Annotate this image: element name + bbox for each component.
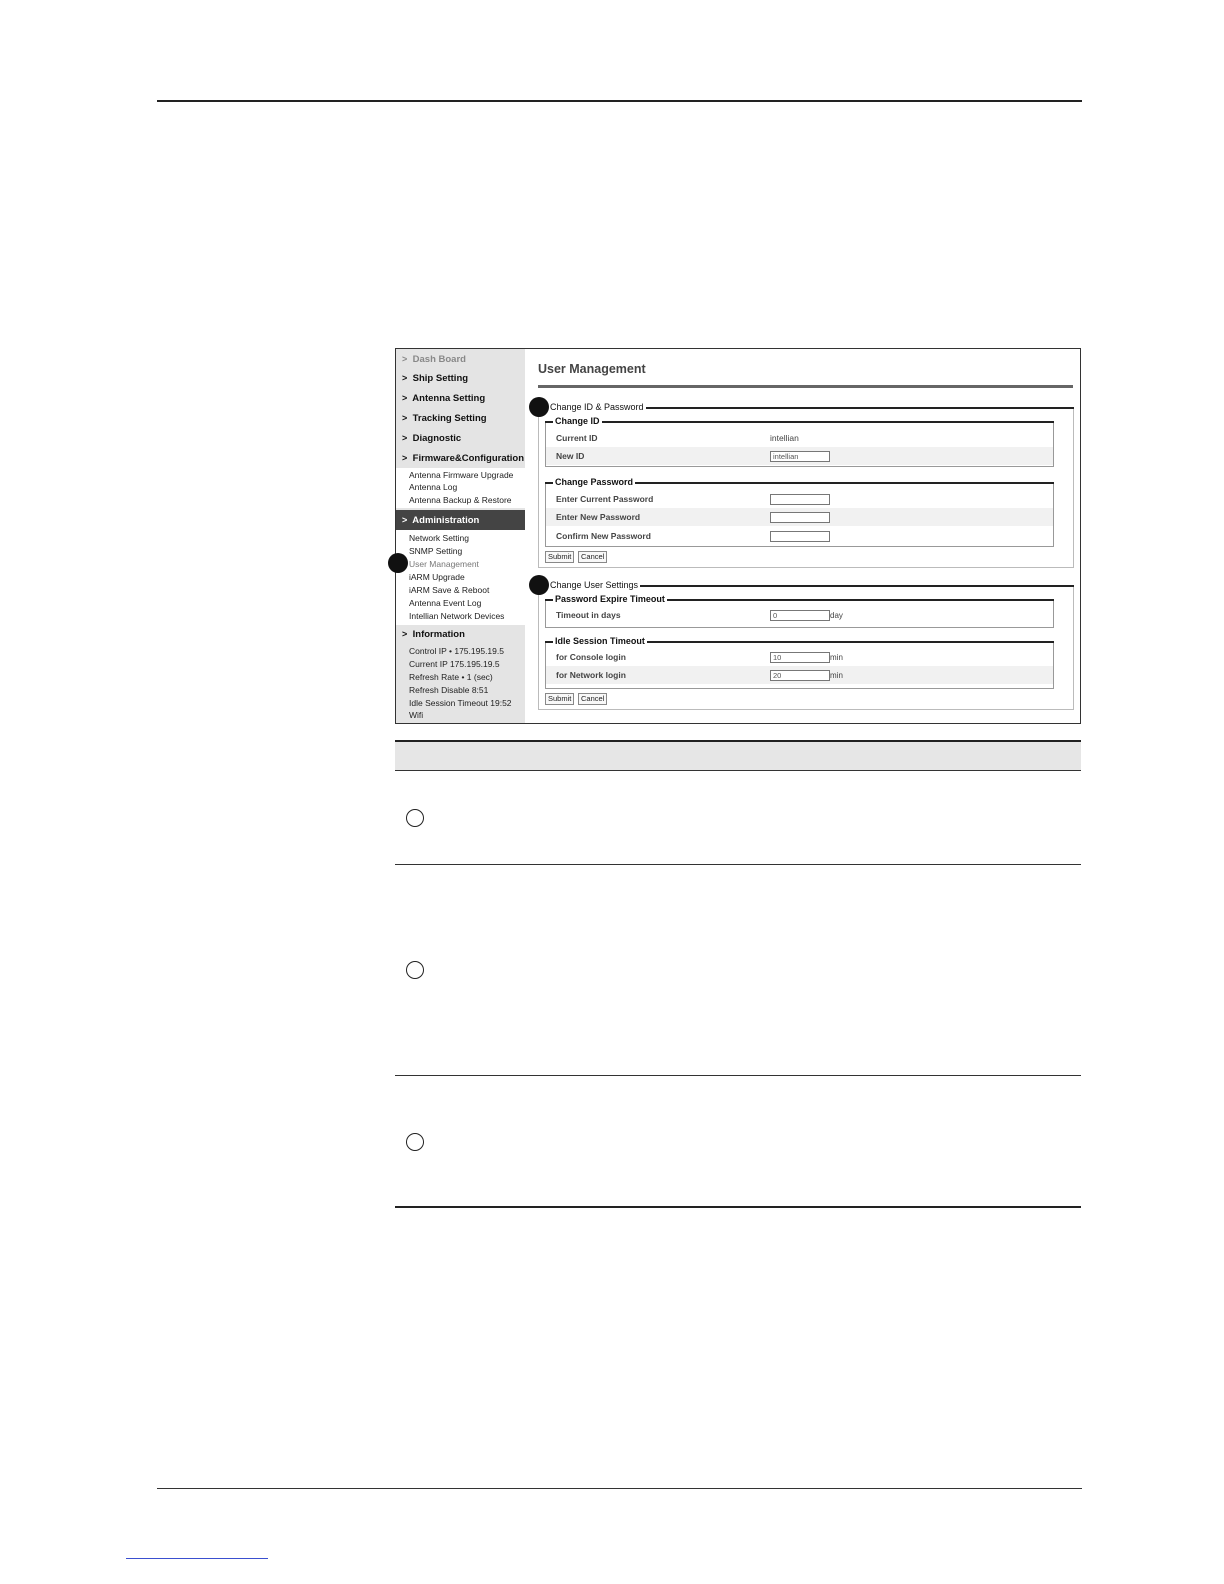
new-password-input[interactable] [770, 512, 830, 523]
table-row-divider [395, 1075, 1081, 1076]
confirm-password-label: Confirm New Password [556, 531, 651, 541]
change-id-top-rule [545, 421, 1054, 423]
cancel-button[interactable]: Cancel [578, 693, 607, 705]
sidebar-subitem-iarm-upgrade[interactable]: iARM Upgrade [409, 572, 465, 582]
new-id-label: New ID [556, 451, 585, 461]
submit-button[interactable]: Submit [545, 693, 574, 705]
idle-session-legend: Idle Session Timeout [555, 636, 645, 646]
table-bottom-rule [395, 1206, 1081, 1208]
change-password-fieldset [545, 483, 1054, 547]
info-current-ip: Current IP 175.195.19.5 [409, 659, 500, 669]
current-id-value: intellian [770, 433, 799, 443]
chevron-right-icon: > [402, 373, 408, 383]
chevron-right-icon: > [402, 413, 408, 423]
sidebar-subitem-antenna-log[interactable]: Antenna Log [409, 482, 458, 492]
main-content [526, 349, 1081, 724]
new-password-label: Enter New Password [556, 512, 641, 522]
sidebar-item-firmware-configuration[interactable]: > Firmware&Configuration [396, 448, 525, 468]
sidebar-subitem-network-setting[interactable]: Network Setting [409, 533, 469, 543]
sidebar-item-ship-setting[interactable]: > Ship Setting [396, 368, 525, 388]
sidebar-item-antenna-setting[interactable]: > Antenna Setting [396, 388, 525, 408]
description-table-header [395, 740, 1081, 771]
administration-submenu [396, 530, 525, 625]
web-ui-screenshot [395, 348, 1081, 724]
info-refresh-disable: Refresh Disable 8:51 [409, 685, 489, 695]
title-rule [538, 385, 1073, 388]
info-refresh-rate: Refresh Rate • 1 (sec) [409, 672, 493, 682]
item-number-circle [406, 961, 424, 979]
change-id-password-legend: Change ID & Password [550, 402, 644, 412]
page-title: User Management [538, 362, 646, 376]
timeout-days-row [546, 606, 1053, 624]
confirm-password-input[interactable] [770, 531, 830, 542]
network-login-label: for Network login [556, 670, 626, 680]
sidebar-item-diagnostic[interactable]: > Diagnostic [396, 428, 525, 448]
current-id-row [546, 429, 1053, 447]
chevron-right-icon: > [402, 433, 408, 443]
footer-link-underline [126, 1558, 268, 1559]
console-login-label: for Console login [556, 652, 626, 662]
current-password-input[interactable] [770, 494, 830, 505]
chevron-right-icon: > [402, 453, 408, 463]
table-row-divider [395, 864, 1081, 865]
password-expire-legend: Password Expire Timeout [555, 594, 665, 604]
item-number-circle [406, 809, 424, 827]
network-login-input[interactable]: 20 [770, 670, 830, 681]
cancel-button[interactable]: Cancel [578, 551, 607, 563]
sidebar-item-tracking-setting[interactable]: > Tracking Setting [396, 408, 525, 428]
new-id-input[interactable]: intellian [770, 451, 830, 462]
info-idle-session-timeout: Idle Session Timeout 19:52 [409, 698, 512, 708]
callout-marker [529, 397, 549, 417]
sidebar-subitem-antenna-event-log[interactable]: Antenna Event Log [409, 598, 482, 608]
info-control-ip: Control IP • 175.195.19.5 [409, 646, 504, 656]
new-password-row [546, 508, 1053, 526]
sidebar-subitem-intellian-network-devices[interactable]: Intellian Network Devices [409, 611, 505, 621]
chevron-right-icon: > [402, 629, 408, 639]
chevron-right-icon: > [402, 393, 408, 403]
network-login-unit: min [830, 671, 843, 680]
footer-rule [157, 1488, 1082, 1489]
timeout-days-label: Timeout in days [556, 610, 621, 620]
timeout-days-input[interactable]: 0 [770, 610, 830, 621]
console-login-row [546, 648, 1053, 666]
sidebar-item-information[interactable]: > Information [396, 624, 525, 644]
current-password-label: Enter Current Password [556, 494, 654, 504]
sidebar-subitem-user-management[interactable]: User Management [409, 559, 479, 569]
console-login-input[interactable]: 10 [770, 652, 830, 663]
callout-marker [388, 553, 408, 573]
sidebar-subitem-antenna-backup-restore[interactable]: Antenna Backup & Restore [409, 495, 512, 505]
chevron-right-icon: > [402, 354, 408, 364]
change-user-settings-legend: Change User Settings [550, 580, 639, 590]
idle-session-fieldset [545, 642, 1054, 689]
item-number-circle [406, 1133, 424, 1151]
confirm-password-row [546, 527, 1053, 545]
console-login-unit: min [830, 653, 843, 662]
current-password-row [546, 490, 1053, 508]
firmware-submenu [396, 468, 525, 508]
header-rule [157, 100, 1082, 102]
info-wifi: Wifi [409, 710, 424, 720]
change-id-legend: Change ID [555, 416, 600, 426]
submit-button[interactable]: Submit [545, 551, 574, 563]
new-id-row [546, 447, 1053, 465]
change-password-legend: Change Password [555, 477, 634, 487]
change-id-fieldset [545, 422, 1054, 467]
current-id-label: Current ID [556, 433, 598, 443]
chevron-right-icon: > [402, 515, 408, 525]
sidebar-subitem-iarm-save-reboot[interactable]: iARM Save & Reboot [409, 585, 490, 595]
sidebar-item-administration[interactable]: > Administration [396, 510, 525, 530]
callout-marker [529, 575, 549, 595]
sidebar-item-dash-board[interactable]: > Dash Board [396, 349, 525, 369]
network-login-row [546, 666, 1053, 684]
sidebar-subitem-snmp-setting[interactable]: SNMP Setting [409, 546, 463, 556]
sidebar-subitem-antenna-firmware-upgrade[interactable]: Antenna Firmware Upgrade [409, 470, 514, 480]
sidebar [396, 349, 525, 724]
timeout-days-unit: day [830, 611, 843, 620]
